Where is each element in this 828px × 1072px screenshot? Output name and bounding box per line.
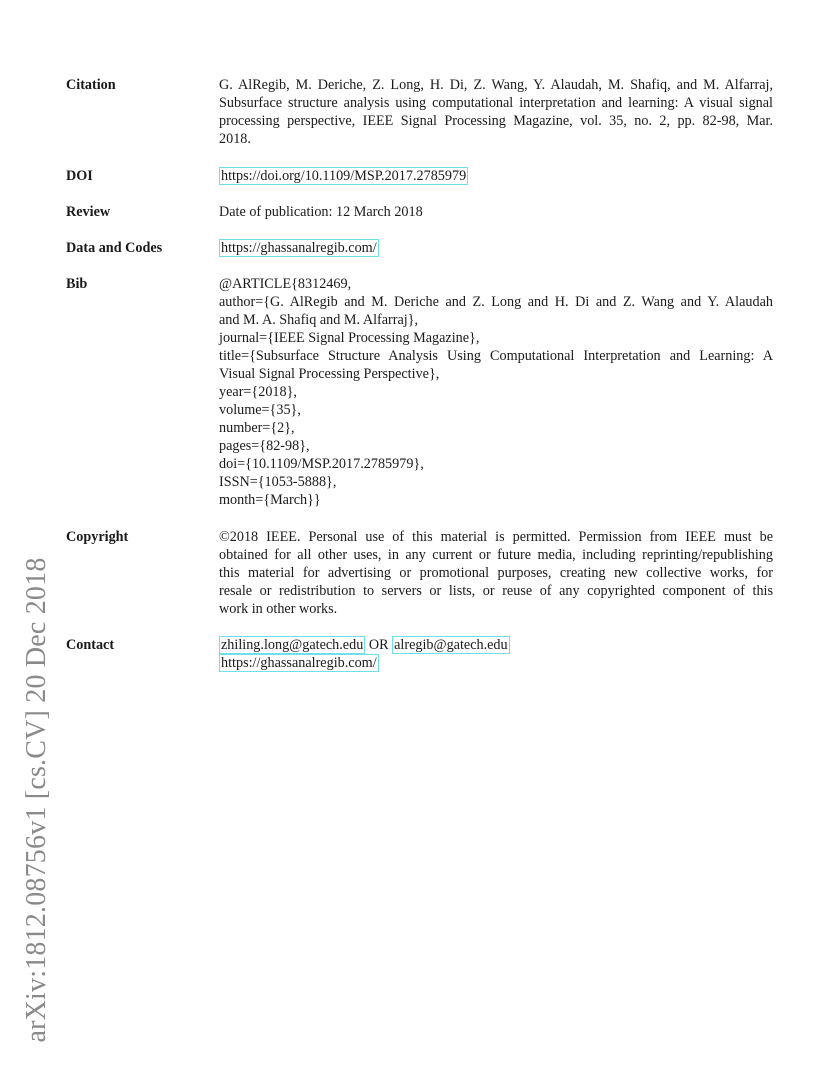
citation-line: 2018. [219, 131, 251, 147]
arxiv-watermark [16, 280, 58, 1043]
copyright-line: resale or redistribution to servers or lists, or reuse of any copyrighted component of this [219, 583, 773, 599]
review-label: Review [66, 204, 111, 220]
citation-line: Subsurface structure analysis using computational interpretation and learning: A visual signal [219, 95, 773, 111]
copyright-line: obtained for all other uses, in any current or future media, including reprinting/republishing [219, 547, 773, 563]
citation-line: G. AlRegib, M. Deriche, Z. Long, H. Di, Z. Wang, Y. Alaudah, M. Shafiq, and M. Alfarraj, [219, 77, 773, 93]
email-link-long[interactable]: zhiling.long@gatech.edu [221, 637, 364, 653]
bib-line: Visual Signal Processing Perspective}, [219, 366, 440, 382]
copyright-line: ©2018 IEEE. Personal use of this material is permitted. Permission from IEEE must be [219, 529, 773, 545]
bib-line: number={2}, [219, 420, 295, 436]
review-text: Date of publication: 12 March 2018 [219, 204, 423, 220]
citation-label: Citation [66, 77, 116, 93]
contact-label: Contact [66, 637, 115, 653]
bib-line: month={March}} [219, 492, 321, 508]
citation-line: processing perspective, IEEE Signal Processing Magazine, vol. 35, no. 2, pp. 82-98, Mar. [219, 113, 773, 129]
contact-separator: OR [365, 637, 393, 653]
data-codes-label: Data and Codes [66, 240, 163, 256]
bib-line: volume={35}, [219, 402, 301, 418]
contact-info [219, 636, 773, 672]
bib-line: and M. A. Shafiq and M. Alfarraj}, [219, 312, 419, 328]
doi-label: DOI [66, 168, 93, 184]
email-link-alregib[interactable]: alregib@gatech.edu [394, 637, 508, 653]
bib-label: Bib [66, 276, 88, 292]
bib-line: title={Subsurface Structure Analysis Using Computational Interpretation and Learning: A [219, 348, 773, 364]
citation-text [219, 76, 773, 148]
copyright-line: this material for advertising or promotional purposes, creating new collective works, for [219, 565, 773, 581]
arxiv-identifier: arXiv:1812.08756v1 [cs.CV] 20 Dec 2018 [21, 557, 52, 1043]
copyright-text [219, 528, 773, 618]
doi-link[interactable]: https://doi.org/10.1109/MSP.2017.2785979 [221, 168, 467, 184]
data-codes-link[interactable]: https://ghassanalregib.com/ [221, 240, 377, 256]
bib-line: author={G. AlRegib and M. Deriche and Z. Long and H. Di and Z. Wang and Y. Alaudah [219, 294, 773, 310]
bib-line: doi={10.1109/MSP.2017.2785979}, [219, 456, 424, 472]
bib-line: @ARTICLE{8312469, [219, 276, 352, 292]
bib-line: journal={IEEE Signal Processing Magazine}, [219, 330, 480, 346]
bib-line: year={2018}, [219, 384, 297, 400]
copyright-line: work in other works. [219, 601, 338, 617]
website-link[interactable]: https://ghassanalregib.com/ [221, 655, 377, 671]
bib-line: ISSN={1053-5888}, [219, 474, 337, 490]
bib-line: pages={82-98}, [219, 438, 310, 454]
copyright-label: Copyright [66, 529, 129, 545]
bib-entry [219, 275, 773, 509]
